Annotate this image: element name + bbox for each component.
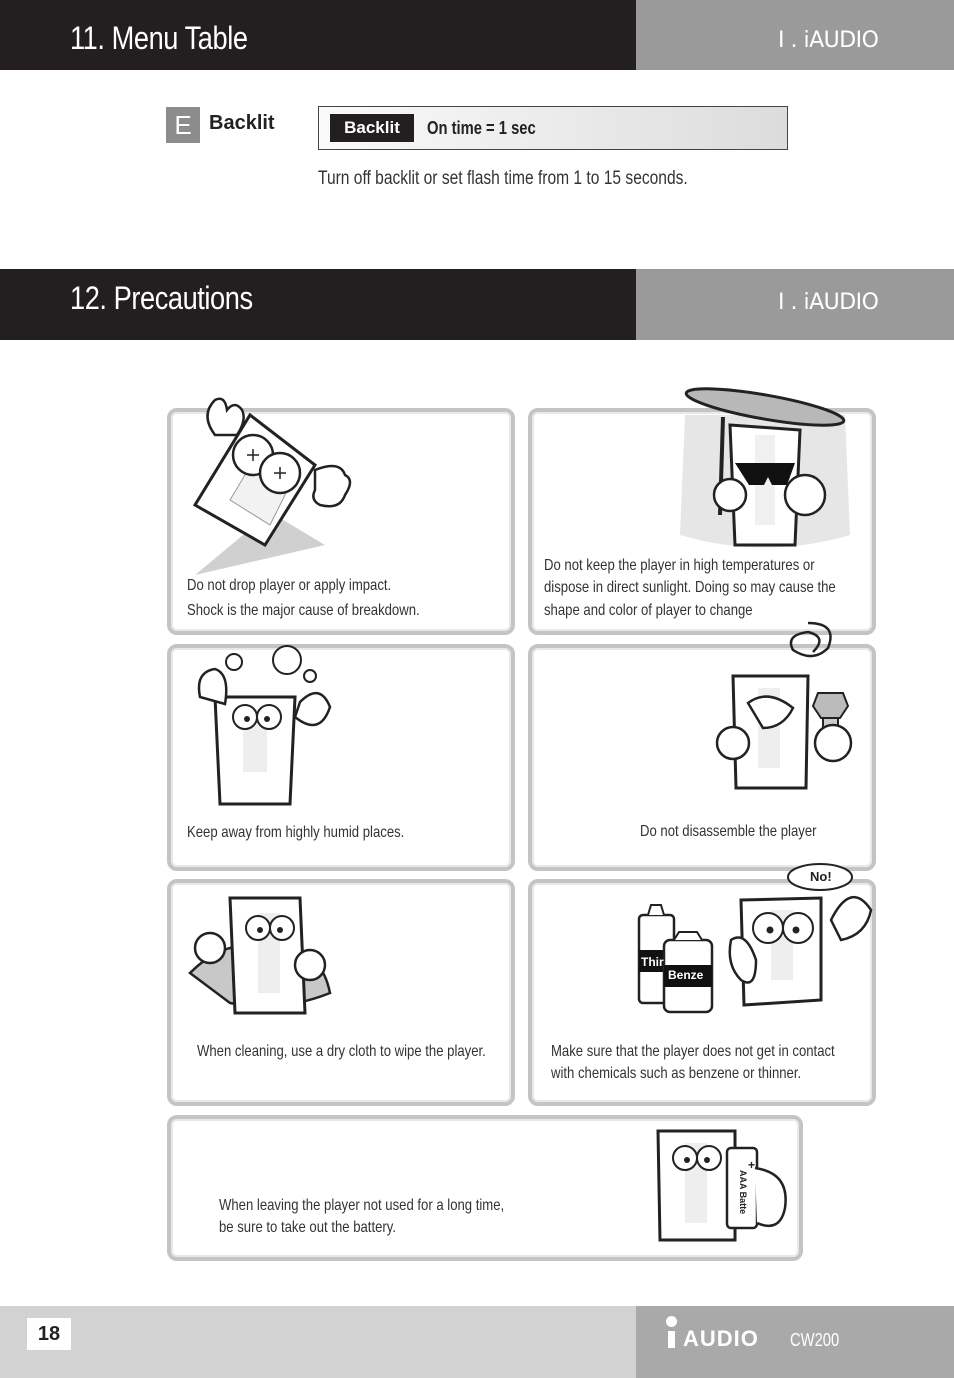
- no-speech-bubble-text: No!: [810, 869, 832, 884]
- disassemble-player-illustration: [718, 618, 863, 798]
- battery-label: AAA Batte: [738, 1170, 748, 1215]
- footer-left-bar: [0, 1306, 636, 1378]
- backlit-setting-key: [330, 114, 414, 142]
- card-battery-line1: When leaving the player not used for a long time,: [219, 1197, 505, 1214]
- page-number: 18: [37, 1323, 61, 1345]
- footer-brand-i-icon: [666, 1316, 677, 1327]
- card-heat-line2: dispose in direct sunlight. Doing so may cause the: [544, 579, 836, 596]
- section-12-title: 12. Precautions: [70, 280, 253, 316]
- thinner-bottle-label: Thir: [641, 955, 664, 969]
- backlit-letter: E: [174, 110, 192, 140]
- card-heat-line3: shape and color of player to change: [544, 602, 753, 619]
- card-drop-line1: Do not drop player or apply impact.: [187, 577, 392, 594]
- chemicals-illustration: [636, 860, 876, 1020]
- card-heat-line1: Do not keep the player in high temperatures or: [544, 557, 815, 574]
- card-humid-line1: Keep away from highly humid places.: [187, 824, 405, 841]
- footer-brand-i-stem: [668, 1331, 675, 1348]
- section-11-title: 11. Menu Table: [70, 20, 248, 56]
- card-battery-line2: be sure to take out the battery.: [219, 1219, 396, 1236]
- backlit-setting-value: On time = 1 sec: [427, 118, 536, 138]
- card-clean-line1: When cleaning, use a dry cloth to wipe the player.: [197, 1043, 486, 1060]
- card-chemicals-line1: Make sure that the player does not get in contact: [551, 1043, 835, 1060]
- backlit-letter-badge: [166, 107, 200, 143]
- humid-player-illustration: [185, 642, 345, 812]
- page-number-box: [27, 1318, 71, 1350]
- cleaning-player-illustration: [180, 893, 340, 1023]
- sunshade-player-illustration: [675, 385, 855, 555]
- falling-player-illustration: [175, 395, 365, 575]
- footer-model: CW200: [790, 1330, 840, 1350]
- card-drop-line2: Shock is the major cause of breakdown.: [187, 602, 420, 619]
- backlit-description: Turn off backlit or set flash time from 1 to 15 seconds.: [318, 168, 688, 189]
- footer-brand-text: AUDIO: [683, 1326, 759, 1351]
- backlit-label: Backlit: [209, 112, 275, 134]
- card-disassemble-line1: Do not disassemble the player: [640, 823, 817, 840]
- backlit-setting-key-label: Backlit: [344, 118, 400, 137]
- card-chemicals-line2: with chemicals such as benzene or thinner.: [551, 1065, 802, 1082]
- battery-player-illustration: [655, 1128, 795, 1243]
- section-11-brand: I . iAUDIO: [778, 28, 879, 53]
- benzene-bottle-label: Benze: [668, 968, 704, 982]
- section-12-brand: I . iAUDIO: [778, 290, 879, 315]
- battery-plus-sign: +: [748, 1158, 756, 1172]
